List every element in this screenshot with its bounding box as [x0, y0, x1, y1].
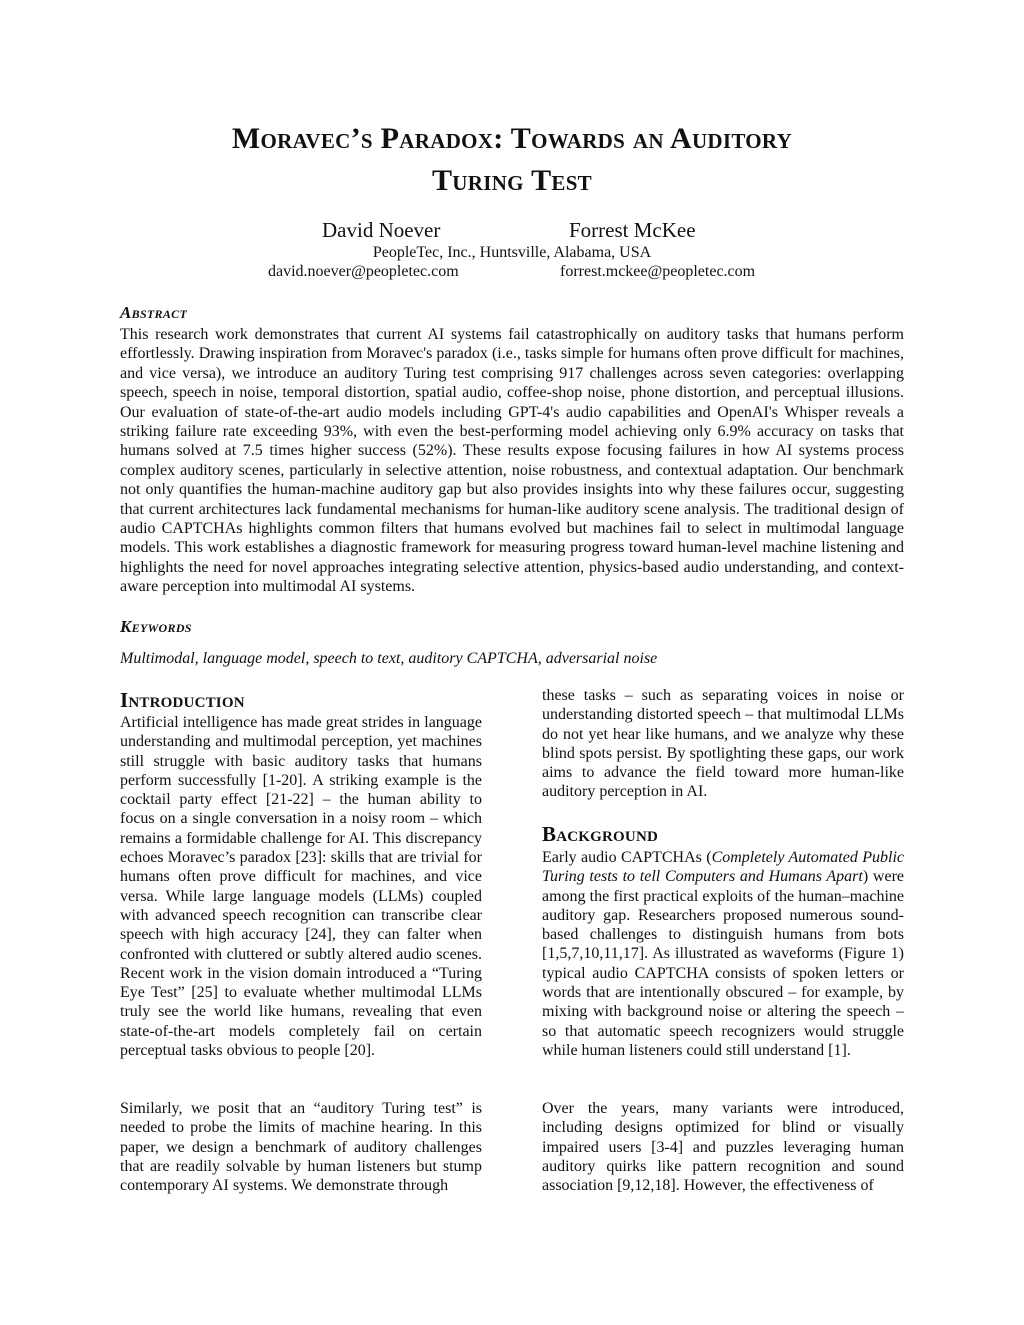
keywords-heading: Keywords [120, 617, 192, 636]
background-paragraph-1 [542, 848, 904, 1060]
author-email: david.noever@peopletec.com [268, 263, 459, 280]
background-text-rest: ) were among the first practical exploits of the human–machine auditory gap. Researchers proposed numerous sound-based challenges to distinguish humans from bots [1,5,7,10,11,17]. As illustrated as waveforms (Figure 1) typical audio CAPTCHA consists of spoken letters or words that are intentionally obscured – for example, by mixing with background noise or altering the speech – so that automatic speech recognizers would struggle while human listeners could still understand [1]. [542, 868, 905, 1059]
background-text-lead: Early audio CAPTCHAs ( [542, 849, 712, 866]
introduction-paragraph-2-continued: these tasks – such as separating voices in noise or understanding distorted speech – that multimodal LLMs do not yet hear like humans, and we analyze why these blind spots persist. By spotlighting these gaps, our work aims to advance the field toward more human-like auditory perception in AI. [542, 687, 904, 801]
author-name: David Noever [322, 218, 441, 242]
title-line-2: Turing Test [432, 164, 592, 197]
introduction-paragraph-2: Similarly, we posit that an “auditory Turing test” is needed to probe the limits of machine hearing. In this paper, we design a benchmark of auditory challenges that are readily solvable by human listeners but stump contemporary AI systems. We demonstrate through [120, 1100, 482, 1195]
author-email: forrest.mckee@peopletec.com [560, 263, 756, 280]
affiliation: PeopleTec, Inc., Huntsville, Alabama, USA [372, 244, 652, 261]
abstract-text: This research work demonstrates that current AI systems fail catastrophically on auditory tasks that humans perform effortlessly. Drawing inspiration from Moravec's paradox (i.e., tasks simple for humans often prove difficult for machines, and vice versa), we introduce an auditory Turing test comprising 917 challenges across seven categories: overlapping speech, speech in noise, temporal distortion, spatial audio, coffee-shop noise, phone distortion, and perceptual illusions. Our evaluation of state-of-the-art audio models including GPT-4's audio capabilities and OpenAI's Whisper reveals a striking failure rate exceeding 93%, with even the best-performing model achieving only 6.9% accuracy on tasks that humans solved at 7.5 times higher success (52%). These results expose focusing failures in how AI systems process complex auditory scenes, particularly in selective attention, noise robustness, and contextual adaptation. Our benchmark not only quantifies the human-machine auditory gap but also provides insights into why these failures occur, suggesting that current architectures lack fundamental mechanisms for human-like auditory scene analysis. The traditional design of audio CAPTCHAs highlights common filters that humans evolved but machines fail to select in multimodal language models. This work establishes a diagnostic framework for measuring progress toward human-level machine listening and highlights the need for novel approaches integrating selective attention, physics-based audio understanding, and context-aware perception into multimodal AI systems. [120, 326, 904, 596]
keywords-text: Multimodal, language model, speech to text, auditory CAPTCHA, adversarial noise [120, 650, 658, 667]
title-line-1: Moravec’s Paradox: Towards an Auditory [231, 122, 793, 155]
background-heading: Background [542, 822, 659, 846]
introduction-heading: Introduction [120, 688, 245, 712]
abstract-heading: Abstract [120, 303, 188, 322]
captcha-expansion: Completely Automated Public Turing tests to tell Computers and Humans Apart [542, 849, 904, 886]
introduction-paragraph-1: Artificial intelligence has made great strides in language understanding and multimodal perception, yet machines still struggle with basic auditory tasks that humans perform successfully [1-20]. A striking example is the cocktail party effect [21-22] – the human ability to focus on a single conversation in a noisy room – which remains a formidable challenge for AI. This discrepancy echoes Moravec’s paradox [23]: skills that are trivial for humans often prove difficult for machines, and vice versa. While large language models (LLMs) coupled with advanced speech recognition can transcribe clear speech with high accuracy [24], they can falter when confronted with cluttered or subtly altered audio scenes. Recent work in the vision domain introduced a “Turing Eye Test” [25] to evaluate whether multimodal LLMs truly see the world like humans, revealing that even state-of-the-art models completely fail on certain perceptual tasks obvious to people [20]. [120, 714, 482, 1060]
paper-title [120, 118, 904, 202]
author-name: Forrest McKee [569, 218, 696, 242]
background-paragraph-2: Over the years, many variants were introduced, including designs optimized for blind or visually impaired users [3-4] and puzzles leveraging human auditory quirks like pattern recognition and sound association [9,12,18]. However, the effectiveness of [542, 1100, 904, 1195]
